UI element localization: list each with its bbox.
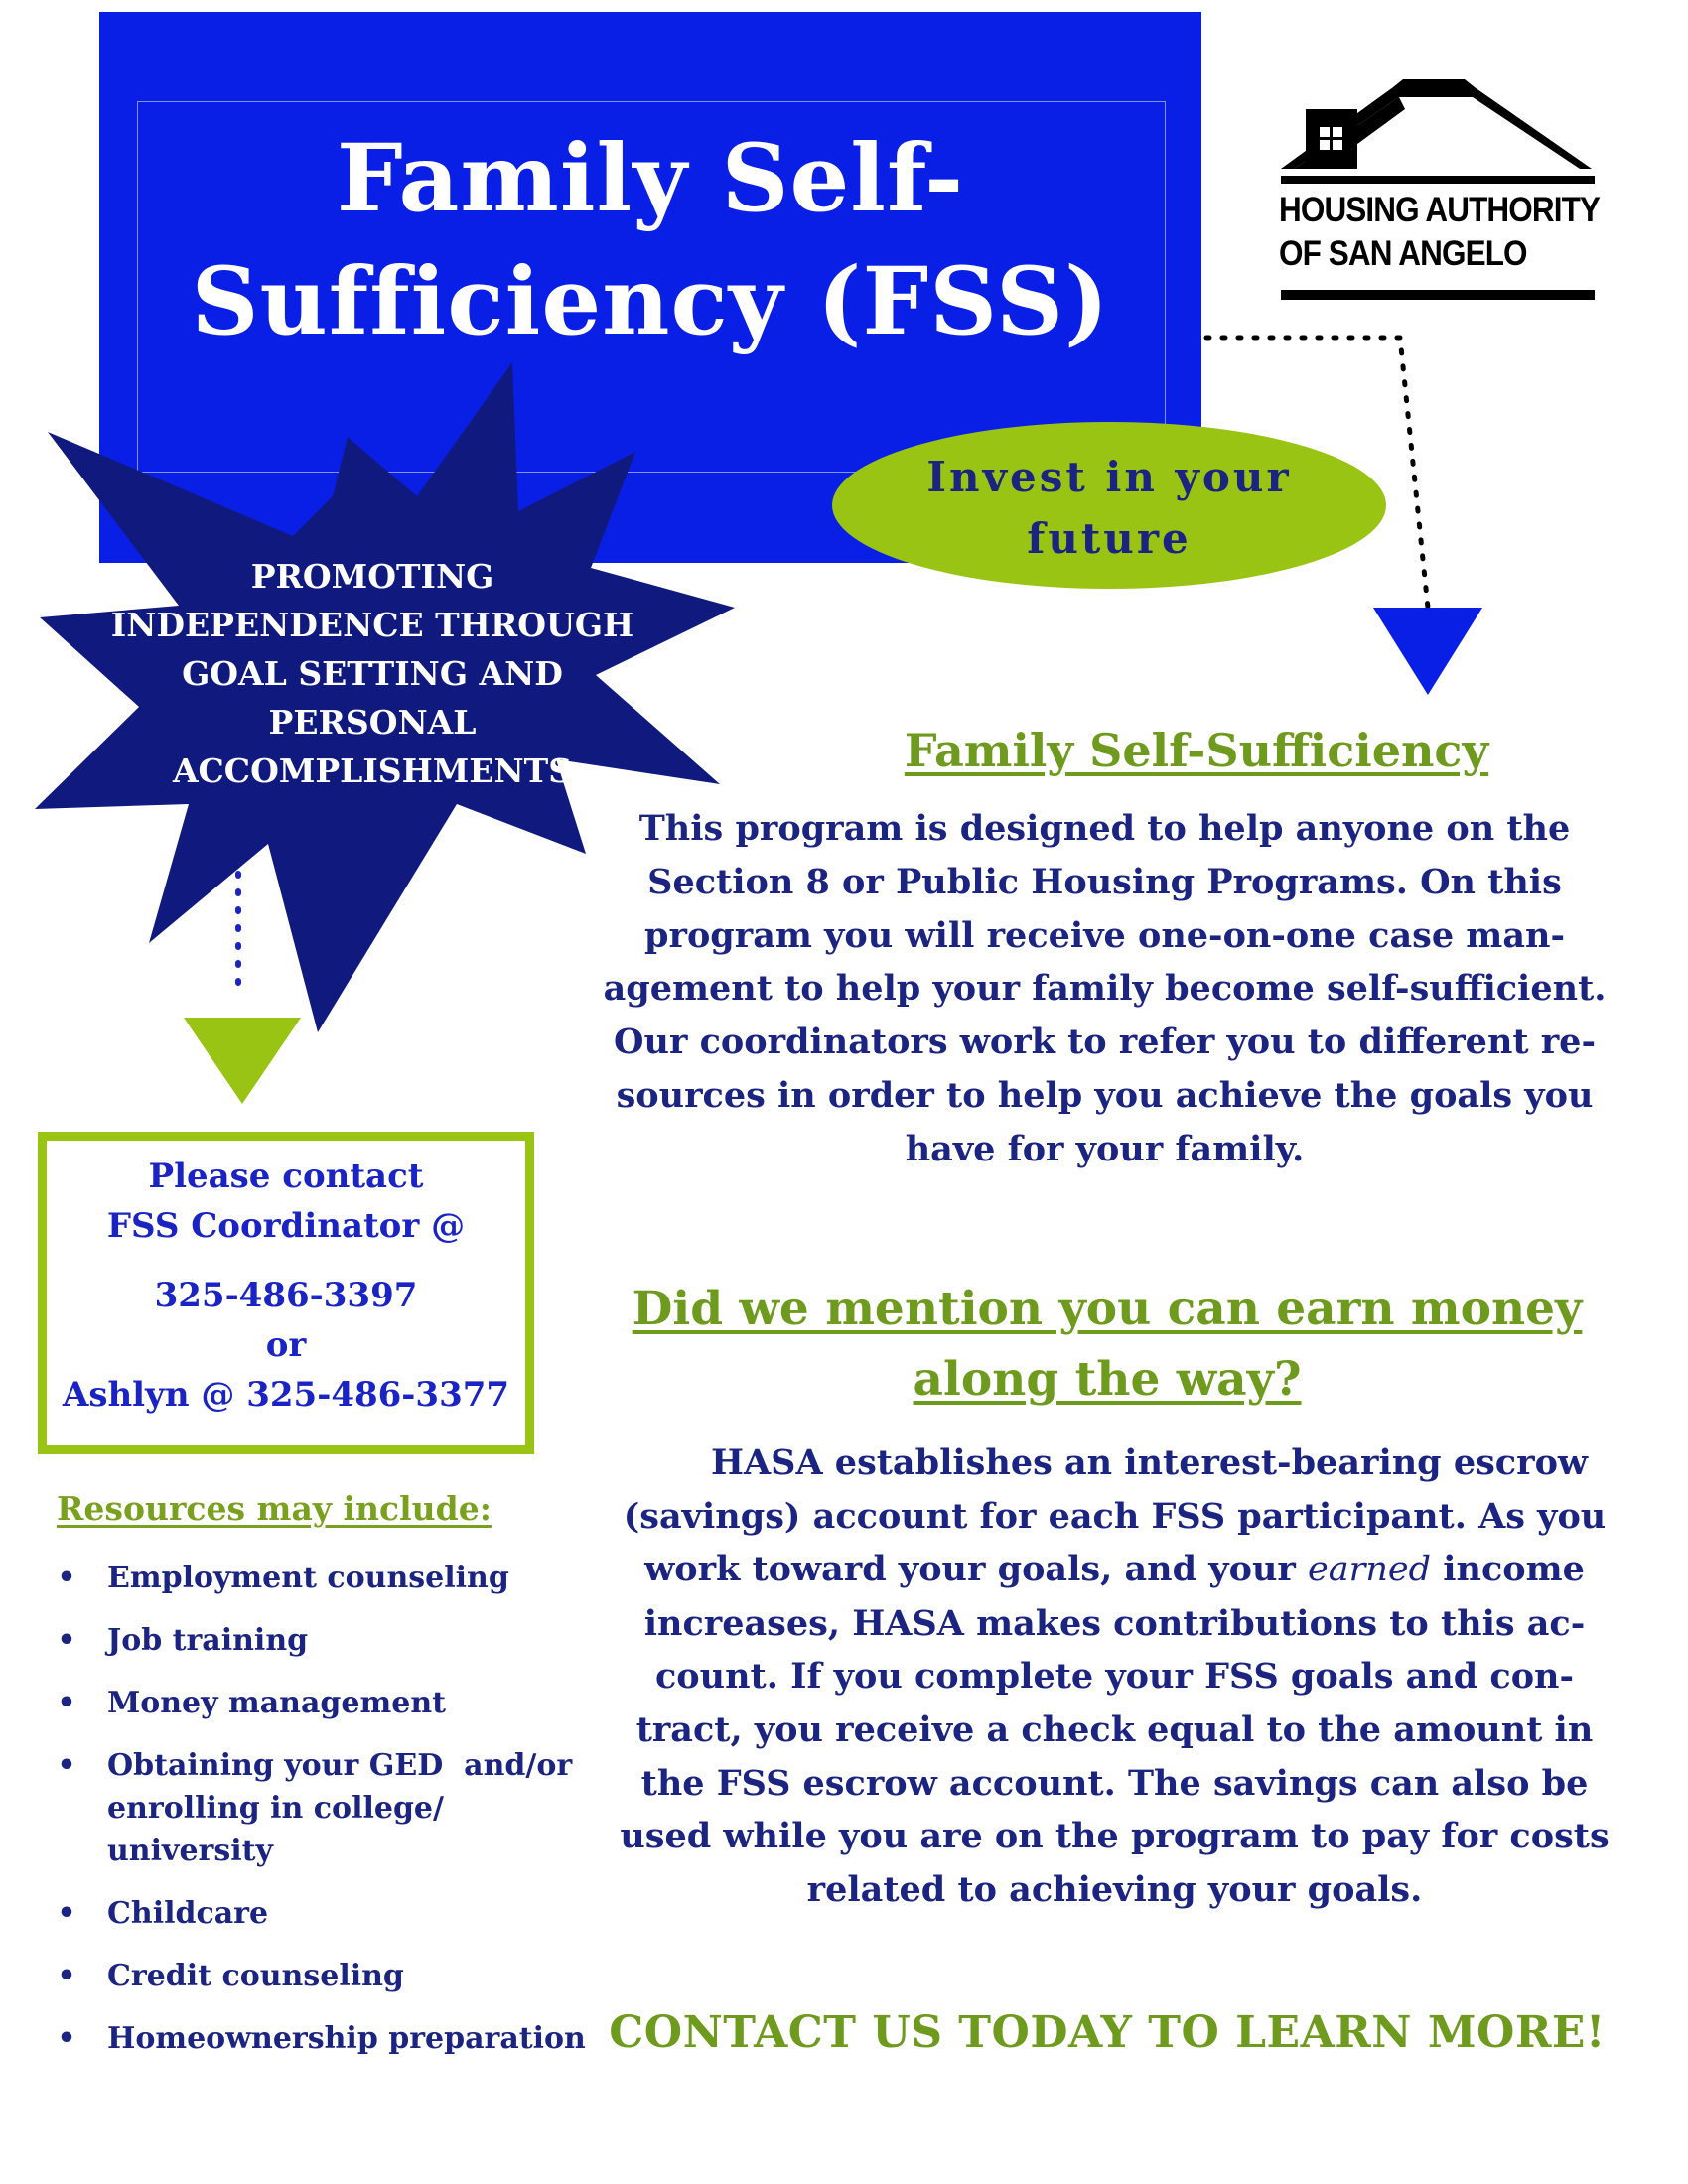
- list-item: • Childcare: [55, 1892, 591, 1935]
- starburst-line: ACCOMPLISHMENTS: [172, 751, 573, 790]
- resources-list: [55, 1557, 591, 2080]
- fss-body-line: have for your family.: [905, 1128, 1305, 1169]
- contact-line: FSS Coordinator @: [106, 1206, 466, 1246]
- fss-body-line: This program is designed to help anyone on the: [638, 808, 1571, 849]
- bullet-icon: •: [57, 1959, 76, 1993]
- blue-down-arrow: [1373, 608, 1482, 695]
- escrow-body-line: increases, HASA makes contributions to this ac-: [643, 1602, 1586, 1644]
- contact-line: or: [265, 1325, 307, 1365]
- resources-heading: Resources may include:: [57, 1489, 492, 1528]
- logo-line-2: OF SAN ANGELO: [1279, 234, 1527, 273]
- starburst-line: INDEPENDENCE THROUGH: [110, 606, 634, 644]
- escrow-body-line: work toward your goals, and your earned income: [644, 1549, 1585, 1590]
- title-line-2: Sufficiency (FSS): [191, 247, 1110, 356]
- list-item: • Job training: [55, 1619, 591, 1662]
- logo-line-1: HOUSING AUTHORITY: [1279, 191, 1601, 229]
- bullet-icon: •: [57, 1896, 76, 1931]
- bullet-icon: •: [57, 1623, 76, 1658]
- escrow-body-line: (savings) account for each FSS participant. As you: [623, 1495, 1607, 1537]
- list-item: • Credit counseling: [55, 1955, 591, 1997]
- contact-info: [47, 1152, 525, 1420]
- tagline-line-1: Invest in your: [926, 453, 1292, 501]
- bullet-icon: •: [57, 2021, 76, 2056]
- tagline: [832, 447, 1386, 570]
- fss-body-line: sources in order to help you achieve the goals you: [616, 1074, 1594, 1116]
- fss-heading: Family Self-Sufficiency: [904, 724, 1489, 777]
- starburst-line: GOAL SETTING AND: [182, 654, 563, 693]
- list-item: • Obtaining your GED and/or enrolling in college/ university: [55, 1744, 591, 1872]
- call-to-action: CONTACT US TODAY TO LEARN MORE!: [609, 2007, 1606, 2058]
- escrow-body-line: tract, you receive a check equal to the amount in: [635, 1708, 1594, 1750]
- escrow-body-line: related to achieving your goals.: [806, 1868, 1423, 1910]
- fss-description: [581, 802, 1628, 1176]
- fss-body-line: program you will receive one-on-one case man-: [644, 914, 1565, 956]
- money-heading-line-2: along the way?: [913, 1352, 1302, 1407]
- contact-line: Please contact: [148, 1157, 424, 1196]
- list-item: • Employment counseling: [55, 1557, 591, 1599]
- starburst-line: PROMOTING: [250, 557, 494, 596]
- escrow-body-line: used while you are on the program to pay for costs: [620, 1816, 1610, 1857]
- escrow-body-line: the FSS escrow account. The savings can also be: [640, 1762, 1589, 1804]
- fss-body-line: Our coordinators work to refer you to different re-: [614, 1022, 1596, 1063]
- fss-body-line: agement to help your family become self-sufficient.: [603, 968, 1607, 1010]
- escrow-description: [596, 1436, 1633, 1916]
- earned-emphasis: earned: [1308, 1550, 1432, 1590]
- list-item: • Money management: [55, 1682, 591, 1724]
- money-heading: [586, 1274, 1628, 1415]
- bullet-icon: •: [57, 1748, 76, 1783]
- tagline-line-2: future: [1027, 514, 1192, 563]
- escrow-body-line: count. If you complete your FSS goals and con-: [654, 1656, 1575, 1698]
- bullet-icon: •: [57, 1686, 76, 1720]
- bullet-icon: •: [57, 1561, 76, 1595]
- list-item: • Homeownership preparation: [55, 2017, 591, 2060]
- starburst-line: PERSONAL: [268, 703, 477, 742]
- escrow-body-line: HASA establishes an interest-bearing escrow: [710, 1442, 1589, 1483]
- money-heading-line-1: Did we mention you can earn money: [632, 1282, 1583, 1336]
- coordinator-phone[interactable]: 325-486-3397: [154, 1276, 418, 1315]
- fss-body-line: Section 8 or Public Housing Programs. On this: [647, 861, 1562, 902]
- title-line-1: Family Self-: [336, 124, 965, 233]
- ashlyn-phone[interactable]: Ashlyn @ 325-486-3377: [62, 1375, 510, 1415]
- starburst-message: [94, 552, 650, 795]
